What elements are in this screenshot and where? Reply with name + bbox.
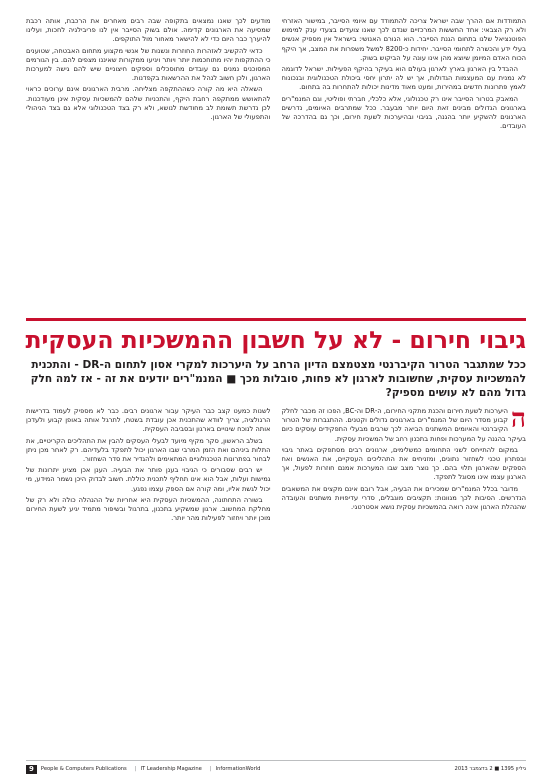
paragraph-text: היערכות לשעת חירום והכנת מתקני החירום, ה-DR וה-BC, הפכו זה מכבר לחלק קבוע מסדר היום של המנמ"רים בארגונים גדולים וקטנים. ההתגברות של הטרור הקיברנטי והאיומים המשתנים הביאה לכך שרבים מבעלי התפקידים עוסקים כיום בעיקר בהגנה על המערכות ופחות בתכנון רחב של המשכיות עסקית. (281, 407, 526, 443)
paragraph: המאבק בטרור הסייבר אינו רק טכנולוגי, אלא כלכלי, חברתי ופוליטי, וגם המנמ"רים בארגונים הגדולים מבינים זאת היום יותר מבעבר. ככל שמתרבים האיומים, נדרשים הארגונים להשקיע יותר בהגנה, בגיבוי ובהיערכות לשעת חירום, וכך גם בהדרכה של העובדים. (281, 94, 526, 131)
separator-bullet: | (134, 766, 137, 772)
publication-name: InformationWorld (215, 766, 261, 772)
paragraph: כדאי להקשיב לאזהרות החוזרות ונשנות של אנשי מקצוע מתחום האבטחה, שטוענים כי ההתקפות יהיו מתוחכמות יותר ויותר ויגיעו ממקורות שאיננו מצפים להם. בין הגורמים המסוכנים נמנים גם עובדים מתוסכלים וספקים חיצוניים שיש להם גישה למערכות הארגון, ולכן חשוב לנהל את ההרשאות בקפדנות. (26, 46, 271, 83)
magazine-name: IT Leadership Magazine (140, 766, 202, 772)
paragraph: יש רבים שסבורים כי הגיבוי בענן פותר את הבעיה. הענן אכן מציע יתרונות של גמישות ועלות, אבל הוא אינו תחליף לתכנית כוללת. חשוב לבדוק היכן נשמר המידע, מי יכול לגשת אליו, ומה קורה אם הספק עצמו נפגע. (26, 466, 271, 493)
top-text-columns (26, 17, 526, 305)
page-footer (26, 764, 526, 774)
paragraph: מדובר בכלל המנמ"רים שמכירים את הבעיה, אבל רובם אינם מקצים את המשאבים הנדרשים. הסיבות לכך מגוונות: תקציבים מוגבלים, סדרי עדיפויות משתנים והעובדה שהנהלת הארגון אינה רואה בהמשכיות עסקית נושא אסטרטגי. (281, 484, 526, 512)
paragraph: מודעים לכך שאנו נמצאים בתקופה שבה רבים מאחרים את הרכבת, אותה רכבת שמסיעה את הארגונים קדימה. אולם בשוק הסייבר אין לנו פריבילגיה לחכות, ועלינו להיערך כבר היום כדי לא להישאר מאחור מול התוקפים. (26, 17, 271, 44)
bottom-column-right (282, 407, 527, 752)
paragraph: בשלב הראשון, סקר מקיף מיועד לבעלי העסקים להבין את התהליכים הקריטיים, את התלות ביניהם ואת הזמן המרבי שבו הארגון יכול לתפקד בלעדיהם. רק לאחר מכן ניתן לבחור בפתרונות הטכנולוגיים המתאימים ולהגדיר את סדר השחזור. (26, 436, 271, 464)
paragraph: ההבדל בין הארגון בארץ לארגון בעולם הוא בעיקר בהיקף הפעילות. ישראל לדוגמה לא נמנית עם המעצמות הגדולות, אך יש לה יתרון יחסי ביכולת הטכנולוגית ובנכונות לאמץ פתרונות חדשים במהירות, ומעט מאוד מדינות יכולות להתחרות בה בתחום. (281, 65, 526, 92)
issue-date: גיליון 1395 ■ 2 בדצמבר 2013 (454, 766, 526, 772)
paragraph: לשנות כמעט קצב כבר העיקר עבור ארגונים רבים. כבר לא מספיק לעמוד בדרישות הרגולציה, צריך לוודא שהתכנית אכן עובדת בשטח, לתרגל אותה באופן קבוע ולעדכן אותה לנוכח שינויים בארגון ובסביבה העסקית. (26, 407, 271, 434)
paragraph (282, 407, 527, 444)
paragraph: בשורה התחתונה, ההמשכיות העסקית היא אחריות של ההנהלה כולה ולא רק של מחלקת המחשוב. ארגון שמשקיע בתכנון, בתרגול ובשיפור מתמיד יגיע לשעת החירום מוכן יותר ויחזור לפעילות מהר יותר. (26, 495, 271, 523)
article-headline: גיבוי חירום - לא על חשבון ההמשכיות העסקית (25, 326, 526, 354)
page-number: 9 (26, 765, 37, 774)
headline-rule (26, 318, 526, 321)
paragraph: במקום להתייחס לשני התחומים כמשלימים, ארגונים רבים מסתפקים באתר גיבוי ובפתרון טכני לשחזור נתונים, ומזניחים את התהליכים העסקיים, את האנשים ואת הספקים שהארגון תלוי בהם. כך נוצר מצב שבו המערכות אמנם חוזרות לפעול, אך הארגון עצמו אינו מסוגל לתפקד. (281, 445, 526, 482)
paragraph: השאלה היא מה קורה כשההתקפה מצליחה. מרבית הארגונים אינם ערוכים כראוי להתאושש ממתקפה רחבת היקף, והתכניות שלהם להמשכיות עסקית אינן מעודכנות. לכן נדרשת תשומת לב מחודשת לנושא, ולא רק בצד הטכנולוגי אלא גם בצד הניהולי והתפעולי של הארגון. (26, 85, 271, 122)
top-column-left (26, 17, 271, 305)
paragraph: התמודדות אם ההרך שבה ישראל צריכה להתמודד עם איומי הסייבר, במישור האזרחי ולא רק הצבאי: אחד החששות המרכזיים שנדם לכך שאנו צועדים בצעדי ענק למימוש הפוטנציאל שלנו בתחום הגנת הסייבר. הוא הגורם האנושי: בישראל אין מספיק אנשים בעלי ידע והכשרה לתחומי הסייבר. יחידות כ-8200 למשל משפרות את המצב, אך היקף הכוח האדם המיומן שיוצא מהן אינו עונה על הביקוש בשוק. (281, 17, 526, 62)
bottom-text-columns (26, 407, 526, 752)
top-column-right (282, 17, 527, 305)
footer-rule (26, 760, 526, 761)
article-subheadline: ככל שמתגבר הטרור הקיברנטי מצטמצם הדיון הרחב על היערכות למקרי אסון לתחום ה-DR - והתכנית להמשכיות עסקית, שחשובות לארגון לא פחות, סובלות מכך ■ המנמ"רים יודעים את זה - אז למה חלק גדול מהם לא עושים מספיק? (30, 359, 526, 399)
publisher-name: People & Computers Publications (40, 766, 127, 772)
bottom-column-left (26, 407, 271, 752)
drop-cap: ה (511, 407, 526, 434)
separator-bullet: | (209, 766, 212, 772)
